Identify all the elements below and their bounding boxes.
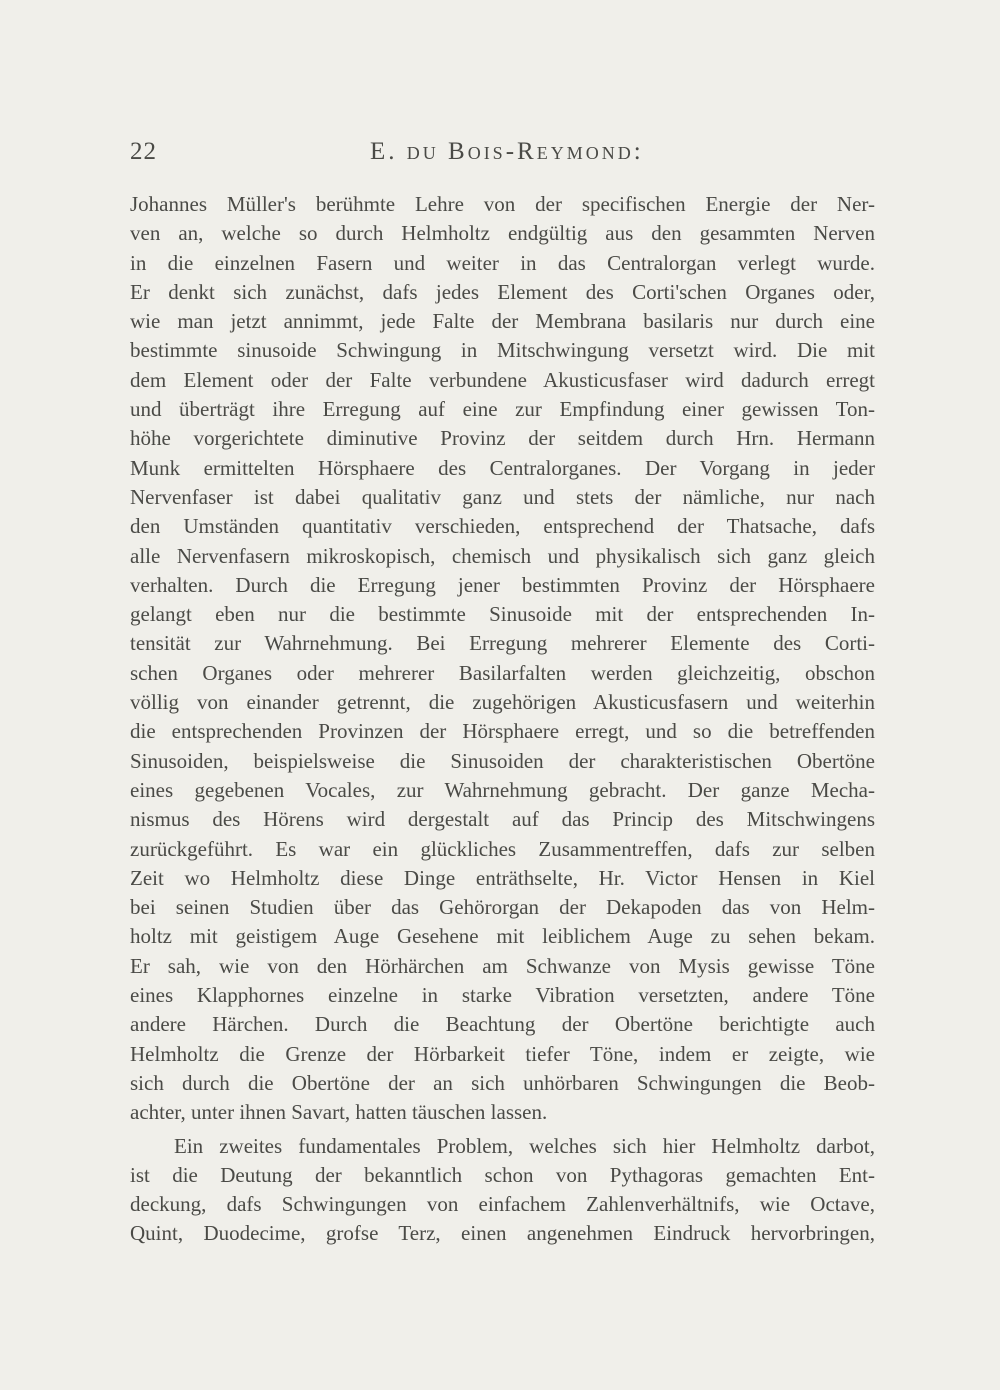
text-line: andere Härchen. Durch die Beachtung der Obertöne berichtigte auch xyxy=(130,1012,875,1037)
text-line: Ein zweites fundamentales Problem, welches sich hier Helmholtz darbot, xyxy=(174,1133,875,1158)
text-line: völlig von einander getrennt, die zugehörigen Akusticusfasern und weiterhin xyxy=(130,690,875,715)
text-line: Johannes Müller's berühmte Lehre von der specifischen Energie der Ner- xyxy=(130,192,875,216)
text-line: achter, unter ihnen Savart, hatten täuschen lassen. xyxy=(130,1100,548,1125)
text-line: deckung, dafs Schwingungen von einfachem Zahlenverhältnifs, wie Octave, xyxy=(130,1192,875,1217)
text-line: bei seinen Studien über das Gehörorgan der Dekapoden das von Helm- xyxy=(130,895,875,920)
text-line: alle Nervenfasern mikroskopisch, chemisch und physikalisch sich ganz gleich xyxy=(130,543,875,568)
page-number: 22 xyxy=(130,138,157,165)
paragraph-1 xyxy=(130,190,875,1128)
text-line: Zeit wo Helmholtz diese Dinge enträthselte, Hr. Victor Hensen in Kiel xyxy=(130,865,875,890)
text-line: ist die Deutung der bekanntlich schon von Pythagoras gemachten Ent- xyxy=(130,1162,875,1187)
text-line: eines Klapphornes einzelne in starke Vibration versetzten, andere Töne xyxy=(130,983,875,1008)
text-line: zurückgeführt. Es war ein glückliches Zusammentreffen, dafs zur selben xyxy=(130,836,875,861)
text-line: wie man jetzt annimmt, jede Falte der Membrana basilaris nur durch eine xyxy=(130,309,875,334)
text-line: tensität zur Wahrnehmung. Bei Erregung mehrerer Elemente des Corti- xyxy=(130,631,875,656)
text-line: sich durch die Obertöne der an sich unhörbaren Schwingungen die Beob- xyxy=(130,1070,875,1095)
text-line: holtz mit geistigem Auge Gesehene mit leiblichem Auge zu sehen bekam. xyxy=(130,924,875,949)
text-line: ven an, welche so durch Helmholtz endgültig aus den gesammten Nerven xyxy=(130,221,875,246)
text-line: Nervenfaser ist dabei qualitativ ganz und stets der nämliche, nur nach xyxy=(130,484,875,509)
text-line: schen Organes oder mehrerer Basilarfalten werden gleichzeitig, obschon xyxy=(130,660,875,685)
text-line: höhe vorgerichtete diminutive Provinz der seitdem durch Hrn. Hermann xyxy=(130,426,875,451)
text-line: bestimmte sinusoide Schwingung in Mitschwingung versetzt wird. Die mit xyxy=(130,338,875,363)
page-header xyxy=(130,138,875,172)
text-line: Helmholtz die Grenze der Hörbarkeit tiefer Töne, indem er zeigte, wie xyxy=(130,1041,875,1066)
text-line: Er sah, wie von den Hörhärchen am Schwanze von Mysis gewisse Töne xyxy=(130,953,875,978)
text-line: Quint, Duodecime, grofse Terz, einen angenehmen Eindruck hervorbringen, xyxy=(130,1221,875,1246)
text-line: Sinusoiden, beispielsweise die Sinusoiden der charakteristischen Obertöne xyxy=(130,748,875,773)
paragraph-2 xyxy=(130,1132,875,1249)
text-line: eines gegebenen Vocales, zur Wahrnehmung gebracht. Der ganze Mecha- xyxy=(130,777,875,802)
running-head: E. du Bois-Reymond: xyxy=(370,138,644,165)
body-text xyxy=(130,190,875,1249)
text-line: in die einzelnen Fasern und weiter in das Centralorgan verlegt wurde. xyxy=(130,250,875,275)
text-line: gelangt eben nur die bestimmte Sinusoide mit der entsprechenden In- xyxy=(130,602,875,627)
text-line: und überträgt ihre Erregung auf eine zur Empfindung einer gewissen Ton- xyxy=(130,397,875,422)
text-line: den Umständen quantitativ verschieden, entsprechend der Thatsache, dafs xyxy=(130,514,875,539)
text-line: verhalten. Durch die Erregung jener bestimmten Provinz der Hörsphaere xyxy=(130,572,875,597)
text-line: nismus des Hörens wird dergestalt auf das Princip des Mitschwingens xyxy=(130,807,875,832)
text-line: die entsprechenden Provinzen der Hörsphaere erregt, und so die betreffenden xyxy=(130,719,875,744)
text-line: dem Element oder der Falte verbundene Akusticusfaser wird dadurch erregt xyxy=(130,367,875,392)
text-line: Munk ermittelten Hörsphaere des Centralorganes. Der Vorgang in jeder xyxy=(130,455,875,480)
text-line: Er denkt sich zunächst, dafs jedes Element des Corti'schen Organes oder, xyxy=(130,279,875,304)
